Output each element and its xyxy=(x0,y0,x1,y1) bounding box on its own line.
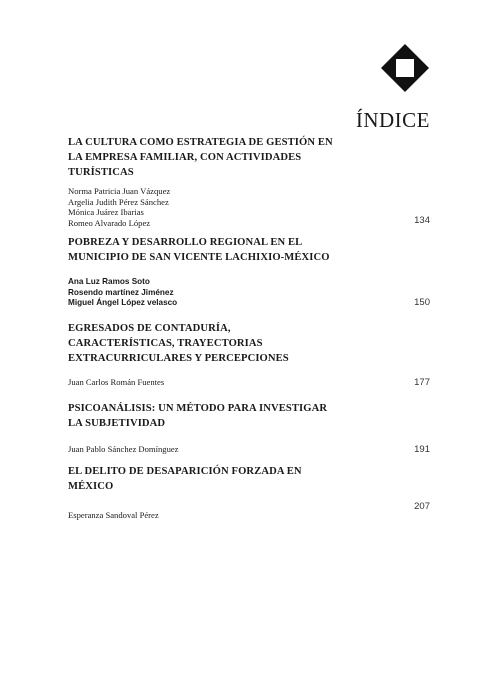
page-number: 177 xyxy=(414,377,430,388)
page-number: 134 xyxy=(414,215,430,226)
entry-title xyxy=(68,401,388,431)
entry-authors xyxy=(68,277,177,309)
entry-title-line: EGRESADOS DE CONTADURÍA, xyxy=(68,323,231,334)
toc-entry[interactable] xyxy=(68,401,430,461)
page-number: 150 xyxy=(414,297,430,308)
entry-title xyxy=(68,235,388,265)
entry-authors xyxy=(68,510,159,521)
entry-title-line: POBREZA Y DESARROLLO REGIONAL EN EL xyxy=(68,237,303,248)
author-name: Rosendo martínez Jiménez xyxy=(68,287,174,297)
author-name: Juan Pablo Sánchez Domínguez xyxy=(68,444,179,454)
page-number: 191 xyxy=(414,444,430,455)
entry-title-line: TURÍSTICAS xyxy=(68,167,134,178)
entry-title-line: LA CULTURA COMO ESTRATEGIA DE GESTIÓN EN xyxy=(68,137,333,148)
entry-title-line: LA EMPRESA FAMILIAR, CON ACTIVIDADES xyxy=(68,152,302,163)
entry-title-line: CARACTERÍSTICAS, TRAYECTORIAS xyxy=(68,338,263,349)
toc-entry[interactable] xyxy=(68,235,430,310)
entry-title-line: MUNICIPIO DE SAN VICENTE LACHIXIO-MÉXICO xyxy=(68,252,330,263)
entry-title-line: MÉXICO xyxy=(68,481,114,492)
index-title: ÍNDICE xyxy=(355,108,430,132)
page-number: 207 xyxy=(414,501,430,512)
author-name: Miguel Ángel López velasco xyxy=(68,298,178,307)
author-name: Mónica Juárez Ibarias xyxy=(68,207,144,217)
entry-title-line: EXTRACURRICULARES Y PERCEPCIONES xyxy=(68,353,289,364)
diamond-square-logo-icon xyxy=(381,44,429,92)
author-name: Esperanza Sandoval Pérez xyxy=(68,510,159,520)
author-name: Argelia Judith Pérez Sánchez xyxy=(68,196,169,207)
author-name: Ana Luz Ramos Soto xyxy=(68,277,150,286)
entry-title xyxy=(68,135,368,180)
entry-authors xyxy=(68,444,179,455)
entry-title-line: LA SUBJETIVIDAD xyxy=(68,418,166,429)
toc-entry[interactable] xyxy=(68,464,430,524)
entry-title xyxy=(68,321,368,366)
toc-entry[interactable] xyxy=(68,321,430,393)
entry-authors xyxy=(68,377,164,388)
author-name: Norma Patricia Juan Vázquez xyxy=(68,186,171,196)
entry-authors xyxy=(68,186,170,228)
author-name: Romeo Alvarado López xyxy=(68,217,151,228)
entry-title-line: EL DELITO DE DESAPARICIÓN FORZADA EN xyxy=(68,466,302,477)
entry-title-line: PSICOANÁLISIS: UN MÉTODO PARA INVESTIGAR xyxy=(68,403,328,414)
entry-title xyxy=(68,464,368,494)
toc-entry[interactable] xyxy=(68,135,430,230)
author-name: Juan Carlos Román Fuentes xyxy=(68,377,165,387)
